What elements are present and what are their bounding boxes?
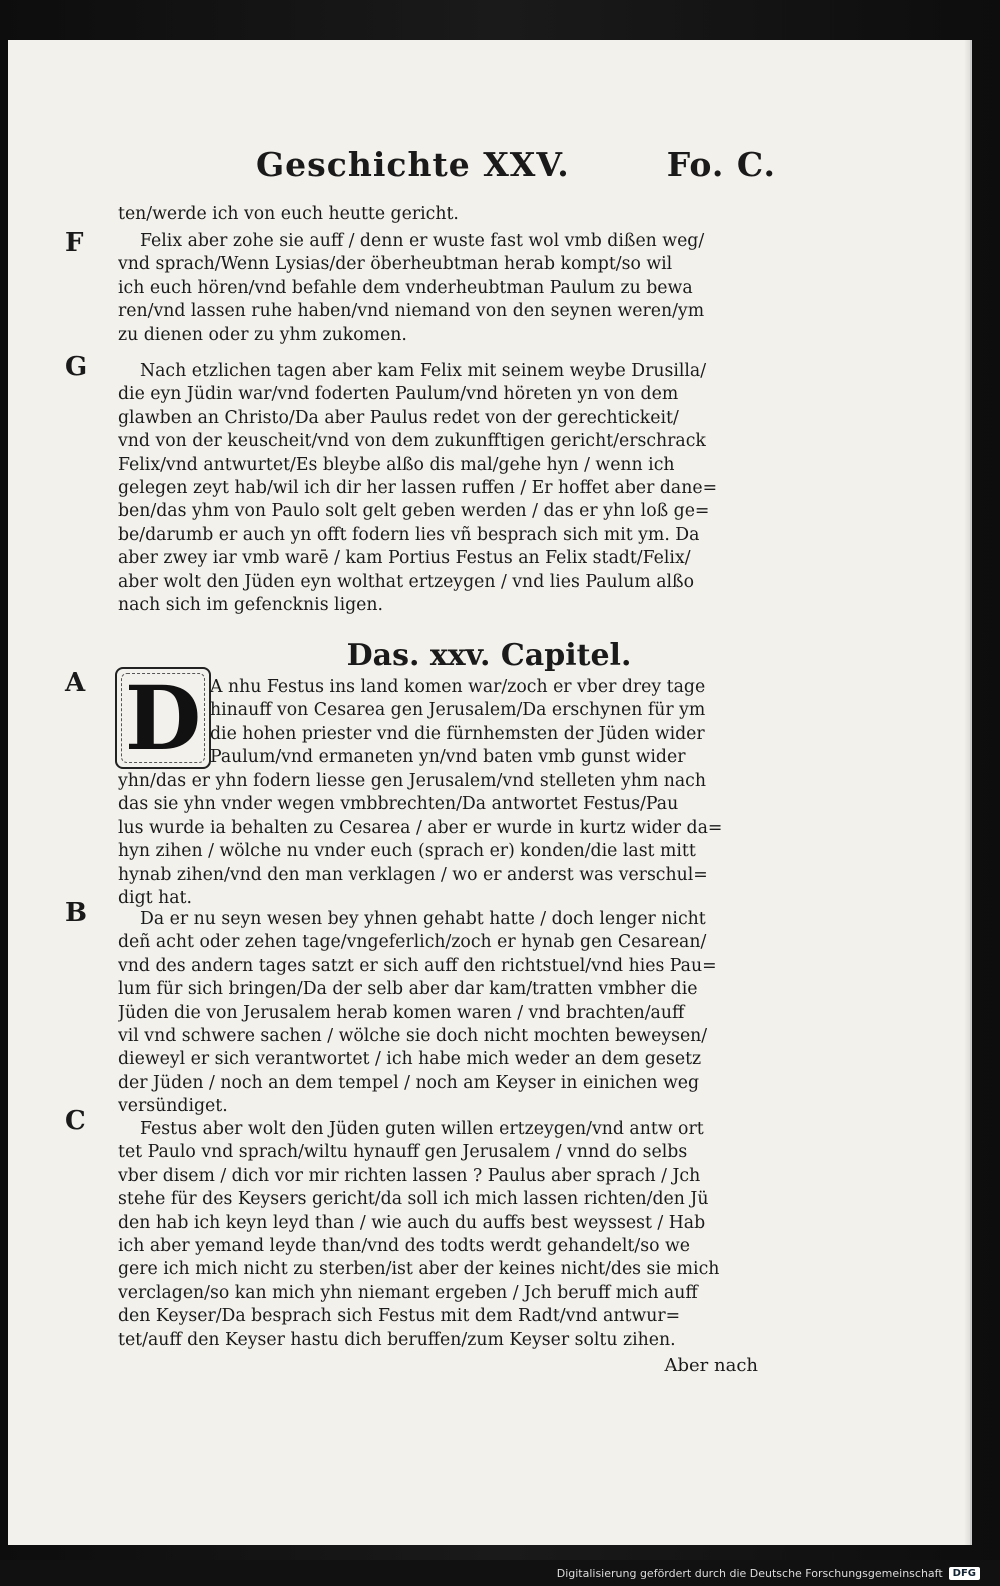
margin-marker-f: F: [65, 228, 84, 258]
decorated-initial: D: [115, 667, 211, 769]
text-line: lum für sich bringen/Da der selb aber dar kam/tratten vmbher die: [118, 979, 698, 1000]
text-line: be/darumb er auch yn offt fodern lies vñ besprach sich mit ym. Da: [118, 524, 700, 545]
text-line: Felix aber zohe sie auff / denn er wuste fast wol vmb dißen weg/: [140, 231, 705, 251]
text-line: lus wurde ia behalten zu Cesarea / aber er wurde in kurtz wider da=: [118, 817, 723, 838]
book-page: [8, 40, 970, 1545]
text-line: den hab ich keyn leyd than / wie auch du auffs best weyssest / Hab: [118, 1212, 706, 1233]
text-line: vnd sprach/Wenn Lysias/der öberheubtman herab kompt/so wil: [118, 254, 673, 275]
text-line: gelegen zeyt hab/wil ich dir her lassen ruffen / Er hoffet aber dane=: [118, 478, 718, 499]
text-line: ben/das yhm von Paulo solt gelt geben werden / das er yhn loß ge=: [118, 501, 710, 522]
dfg-logo-icon: DFG: [949, 1567, 980, 1580]
margin-marker-g: G: [65, 352, 88, 382]
text-line: die eyn Jüdin war/vnd foderten Paulum/vnd höreten yn von dem: [118, 384, 679, 405]
paragraph-b: [118, 908, 768, 1119]
catchword: Aber nach: [664, 1355, 758, 1376]
text-line: Jüden die von Jerusalem herab komen waren / vnd brachten/auff: [118, 1002, 685, 1023]
margin-marker-b: B: [65, 898, 87, 928]
text-line: versündiget.: [118, 1096, 228, 1117]
text-line: Nach etzlichen tagen aber kam Felix mit seinem weybe Drusilla/: [140, 361, 707, 381]
text-line: vnd des andern tages satzt er sich auff den richtstuel/vnd hies Pau=: [118, 955, 717, 976]
text-line: tet Paulo vnd sprach/wiltu hynauff gen Jerusalem / vnnd do selbs: [118, 1142, 688, 1163]
text-line: deñ acht oder zehen tage/vngeferlich/zoch er hynab gen Cesarean/: [118, 932, 707, 953]
text-line: tet/auff den Keyser hastu dich beruffen/zum Keyser soltu zihen.: [118, 1329, 676, 1350]
text-line: hyn zihen / wölche nu vnder euch (sprach er) konden/die last mitt: [118, 841, 696, 862]
paragraph-a: [118, 770, 768, 910]
text-line: den Keyser/Da besprach sich Festus mit dem Radt/vnd antwur=: [118, 1306, 681, 1327]
text-line: Paulum/vnd ermaneten yn/vnd baten vmb gunst wider: [210, 747, 686, 768]
text-line: vil vnd schwere sachen / wölche sie doch nicht mochten beweysen/: [118, 1026, 708, 1047]
text-line: dieweyl er sich verantwortet / ich habe mich weder an dem gesetz: [118, 1049, 702, 1070]
running-head-title: Geschichte XXV.: [256, 145, 570, 184]
text-line: vber disem / dich vor mir richten lassen ? Paulus aber sprach / Jch: [118, 1165, 701, 1186]
text-line: die hohen priester vnd die fürnhemsten der Jüden wider: [210, 723, 705, 744]
text-line: glawben an Christo/Da aber Paulus redet von der gerechtickeit/: [118, 407, 679, 428]
text-line: Festus aber wolt den Jüden guten willen ertzeygen/vnd antw ort: [140, 1119, 704, 1139]
text-line: vnd von der keuscheit/vnd von dem zukunfftigen gericht/erschrack: [118, 431, 706, 452]
text-line: hynab zihen/vnd den man verklagen / wo er anderst was verschul=: [118, 864, 708, 885]
text-line: das sie yhn vnder wegen vmbbrechten/Da antwortet Festus/Pau: [118, 794, 679, 815]
text-line: verclagen/so kan mich yhn niemant ergeben / Jch beruff mich auff: [118, 1282, 698, 1303]
text-line: hinauff von Cesarea gen Jerusalem/Da erschynen für ym: [210, 700, 706, 721]
text-line: zu dienen oder zu yhm zukomen.: [118, 324, 407, 345]
margin-marker-a: A: [65, 668, 86, 698]
footer-text: Digitalisierung gefördert durch die Deutsche Forschungsgemeinschaft: [556, 1566, 943, 1580]
text-line: aber zwey iar vmb warē / kam Portius Festus an Felix stadt/Felix/: [118, 548, 691, 569]
paragraph-c: [118, 1118, 768, 1352]
text-line: yhn/das er yhn fodern liesse gen Jerusalem/vnd stelleten yhm nach: [118, 771, 706, 791]
text-line: ten/werde ich von euch heutte gericht.: [118, 204, 459, 224]
paragraph-a-indented: [210, 676, 765, 770]
text-line: ren/vnd lassen ruhe haben/vnd niemand von den seynen weren/ym: [118, 301, 705, 322]
text-line: nach sich im gefencknis ligen.: [118, 595, 384, 616]
text-line: Da er nu seyn wesen bey yhnen gehabt hatte / doch lenger nicht: [140, 909, 706, 929]
running-head: [256, 145, 776, 195]
text-line: Felix/vnd antwurtet/Es bleybe alßo dis mal/gehe hyn / wenn ich: [118, 454, 675, 475]
text-line: stehe für des Keysers gericht/da soll ich mich lassen richten/den Jü: [118, 1189, 709, 1210]
text-line: gere ich mich nicht zu sterben/ist aber der keines nicht/des sie mich: [118, 1259, 720, 1280]
text-continuation: [118, 203, 768, 226]
text-line: A nhu Festus ins land komen war/zoch er vber drey tage: [210, 677, 706, 697]
text-line: ich aber yemand leyde than/vnd des todts werdt gehandelt/so we: [118, 1236, 690, 1257]
chapter-title: Das. xxv. Capitel.: [346, 638, 632, 673]
text-line: der Jüden / noch an dem tempel / noch am Keyser in einichen weg: [118, 1072, 700, 1093]
margin-marker-c: C: [65, 1106, 86, 1136]
folio-number: Fo. C.: [666, 145, 776, 184]
paragraph-g: [118, 360, 768, 617]
paragraph-f: [118, 230, 768, 347]
text-line: aber wolt den Jüden eyn wolthat ertzeygen / vnd lies Paulum alßo: [118, 571, 694, 592]
text-line: ich euch hören/vnd befahle dem vnderheubtman Paulum zu bewa: [118, 277, 693, 298]
text-line: digt hat.: [118, 888, 192, 909]
footer-credit: [557, 1562, 980, 1584]
